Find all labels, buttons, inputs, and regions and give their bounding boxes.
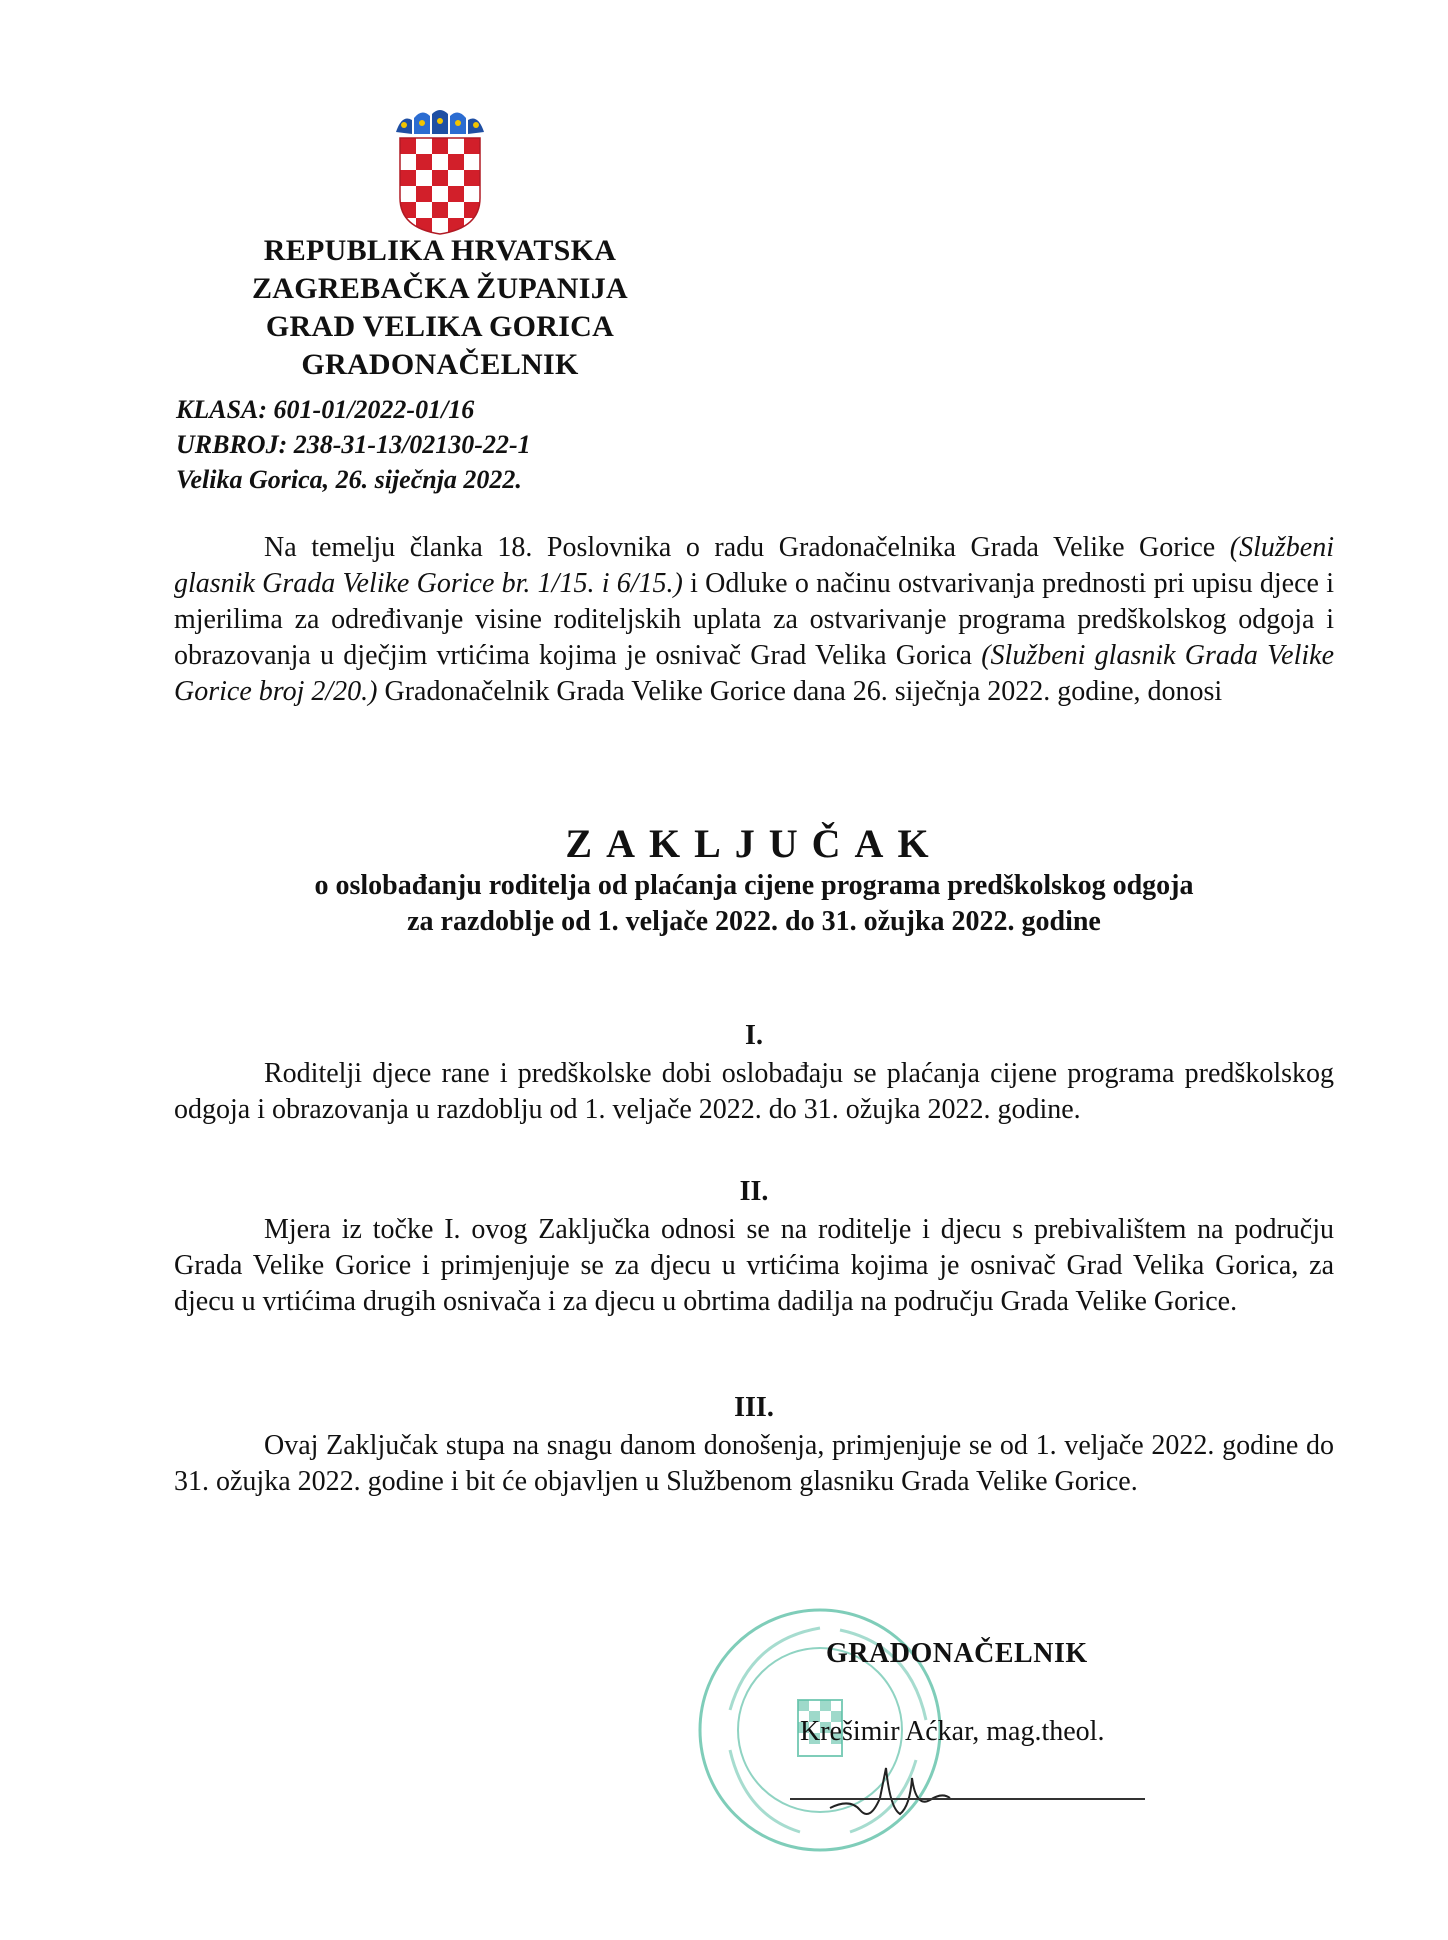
intro-text-1: Na temelju članka 18. Poslovnika o radu Gradonačelnika Grada Velike Gorice	[264, 532, 1230, 563]
handwritten-signature-icon	[820, 1748, 960, 1828]
header-line-county: ZAGREBAČKA ŽUPANIJA	[251, 272, 628, 305]
section-text-1: Roditelji djece rane i predškolske dobi oslobađaju se plaćanja cijene programa predškolskog odgoja i obrazovanja u razdoblju od 1. veljače 2022. do 31. ožujka 2022. godine.	[174, 1058, 1334, 1125]
decision-subtitle-line-2: za razdoblje od 1. veljače 2022. do 31. ožujka 2022. godine	[407, 906, 1101, 937]
klasa-line	[176, 392, 531, 427]
signature-title: GRADONAČELNIK	[826, 1638, 1088, 1669]
klasa-value: 601-01/2022-01/16	[273, 395, 475, 424]
decision-subtitle-line-1: o oslobađanju roditelja od plaćanja cijene programa predškolskog odgoja	[314, 870, 1194, 901]
urbroj-line	[176, 427, 531, 462]
section-number-2: II.	[739, 1176, 769, 1207]
intro-paragraph	[174, 530, 1334, 710]
section-text-3: Ovaj Zaključak stupa na snagu danom donošenja, primjenjuje se od 1. veljače 2022. godine do 31. ožujka 2022. godine i bit će objavljen u Službenom glasniku Grada Velike Gorice.	[174, 1430, 1334, 1497]
header-line-city: GRAD VELIKA GORICA	[265, 310, 615, 343]
header-line-republic: REPUBLIKA HRVATSKA	[263, 234, 617, 267]
intro-text-3: Gradonačelnik Grada Velike Gorice dana 26. siječnja 2022. godine, donosi	[377, 676, 1223, 707]
place-date: Velika Gorica, 26. siječnja 2022.	[176, 465, 522, 494]
klasa-label: KLASA:	[176, 395, 268, 424]
document-metadata	[176, 392, 531, 497]
urbroj-label: URBROJ:	[176, 430, 288, 459]
issuer-header	[190, 232, 690, 384]
intro-text-2: i Odluke o načinu ostvarivanja prednosti pri upisu djece i mjerilima za određivanje visine roditeljskih uplata za ostvarivanje programa predškolskog odgoja i obrazovanja u dječjim vrtićima kojima je osnivač Grad Velika Gorica	[174, 568, 1334, 671]
intro-citation-2: (Službeni glasnik Grada Velike Gorice broj 2/20.)	[174, 640, 1334, 707]
decision-title: ZAKLJUČAK	[565, 821, 943, 866]
section-number-1: I.	[745, 1020, 763, 1051]
urbroj-value: 238-31-13/02130-22-1	[293, 430, 531, 459]
signature-line	[790, 1798, 1145, 1800]
signatory-name: Krešimir Aćkar, mag.theol.	[800, 1716, 1105, 1747]
decision-subtitle	[174, 868, 1334, 940]
header-line-mayor: GRADONAČELNIK	[301, 348, 579, 381]
section-number-3: III.	[734, 1392, 774, 1423]
coat-of-arms-icon	[392, 110, 488, 236]
section-text-2: Mjera iz točke I. ovog Zaključka odnosi se na roditelje i djecu s prebivalištem na području Grada Velike Gorice i primjenjuje se za djecu u vrtićima kojima je osnivač Grad Velika Gorica, za djecu u vrtićima drugih osnivača i za djecu u obrtima dadilja na području Grada Velike Gorice.	[174, 1214, 1334, 1317]
intro-citation-1: (Službeni glasnik Grada Velike Gorice br. 1/15. i 6/15.)	[174, 532, 1334, 599]
